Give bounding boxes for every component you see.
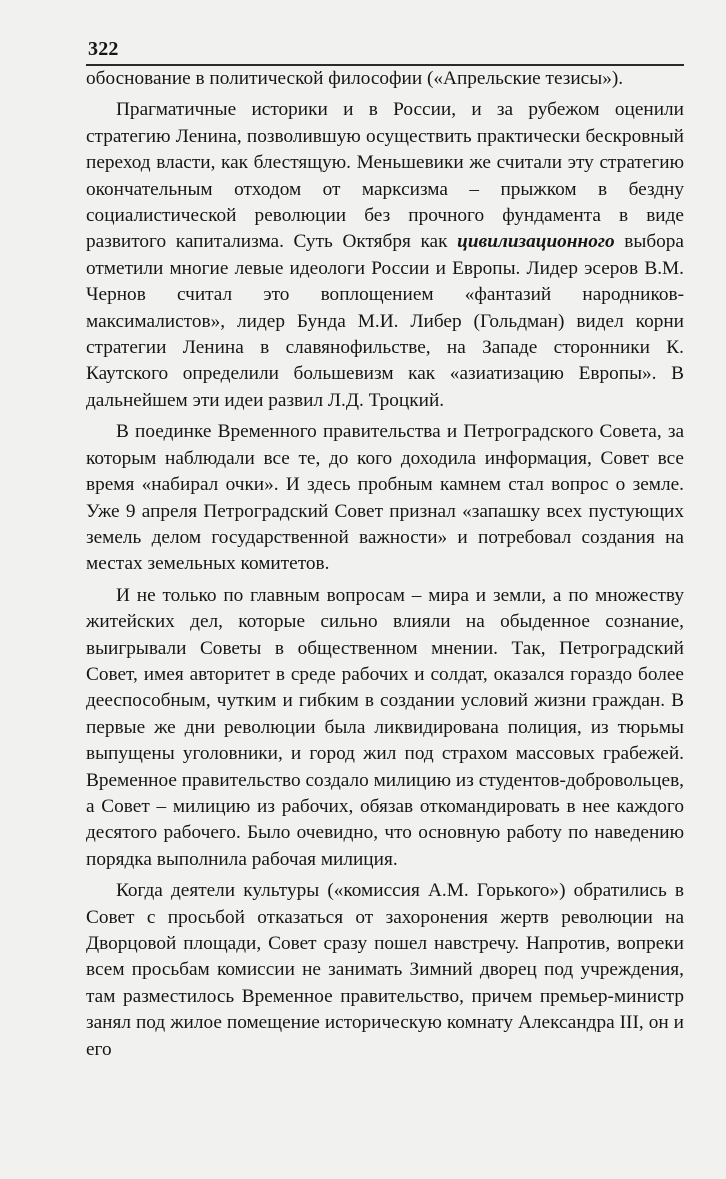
paragraph: И не только по главным вопросам – мира и земли, а по множеству житейских дел, которые сильно влияли на обыденное сознание, выигрывали Советы в общественном мнении. Так, Петроградский Совет, имея авторитет в среде рабочих и солдат, оказался гораздо более дееспособным, чутким и гибким в создании условий жизни граждан. В первые же дни революции была ликвидирована полиция, из тюрьмы выпущены уголовники, и город жил под страхом массовых грабежей. Временное правительство создало милицию из студентов-добровольцев, а Совет – милицию из рабочих, обязав откомандировать в нее каждого десятого рабочего. Было очевидно, что основную работу по наведению порядка выполнила рабочая милиция. <box>86 584 684 870</box>
paragraph-text: выбора отметили многие левые идеологи России и Европы. Лидер эсеров В.М. Чернов считал это воплощением «фантазий народников-максималистов», лидер Бунда М.И. Либер (Гольдман) видел корни стратегии Ленина в славянофильстве, на Западе сторонники К. Каутского определили большевизм как «азиатизацию Европы». В дальнейшем эти идеи развил Л.Д. Троцкий. <box>86 231 684 411</box>
paragraph: Когда деятели культуры («комиссия А.М. Горького») обратились в Совет с просьбой отказаться от захоронения жертв революции на Дворцовой площади, Совет сразу пошел навстречу. Напротив, вопреки всем просьбам комиссии не занимать Зимний дворец под учреждения, там разместилось Временное правительство, причем премьер-министр занял под жилое помещение историческую комнату Александра III, он и его <box>86 880 684 1060</box>
paragraph: В поединке Временного правительства и Петроградского Совета, за которым наблюдали все те, до кого доходила информация, Совет все время «набирал очки». И здесь пробным камнем стал вопрос о земле. Уже 9 апреля Петроградский Совет признал «запашку всех пустующих земель делом государственной важности» и потребовал создания на местах земельных комитетов. <box>86 421 684 575</box>
paragraph-continuation: обоснование в политической философии («Апрельские тезисы»). <box>86 68 624 89</box>
page-number: 322 <box>88 38 119 60</box>
paragraph <box>86 97 684 414</box>
body-text <box>86 66 684 1063</box>
paragraph-text: Прагматичные историки и в России, и за рубежом оценили стратегию Ленина, позволившую осуществить практически бескровный переход власти, как блестящую. Меньшевики же считали эту стратегию окончательным отходом от марксизма – прыжком в бездну социалистической революции без прочного фундамента в виде развитого капитализма. Суть Октября как <box>86 99 684 253</box>
emphasized-term: цивилизационного <box>457 231 615 253</box>
